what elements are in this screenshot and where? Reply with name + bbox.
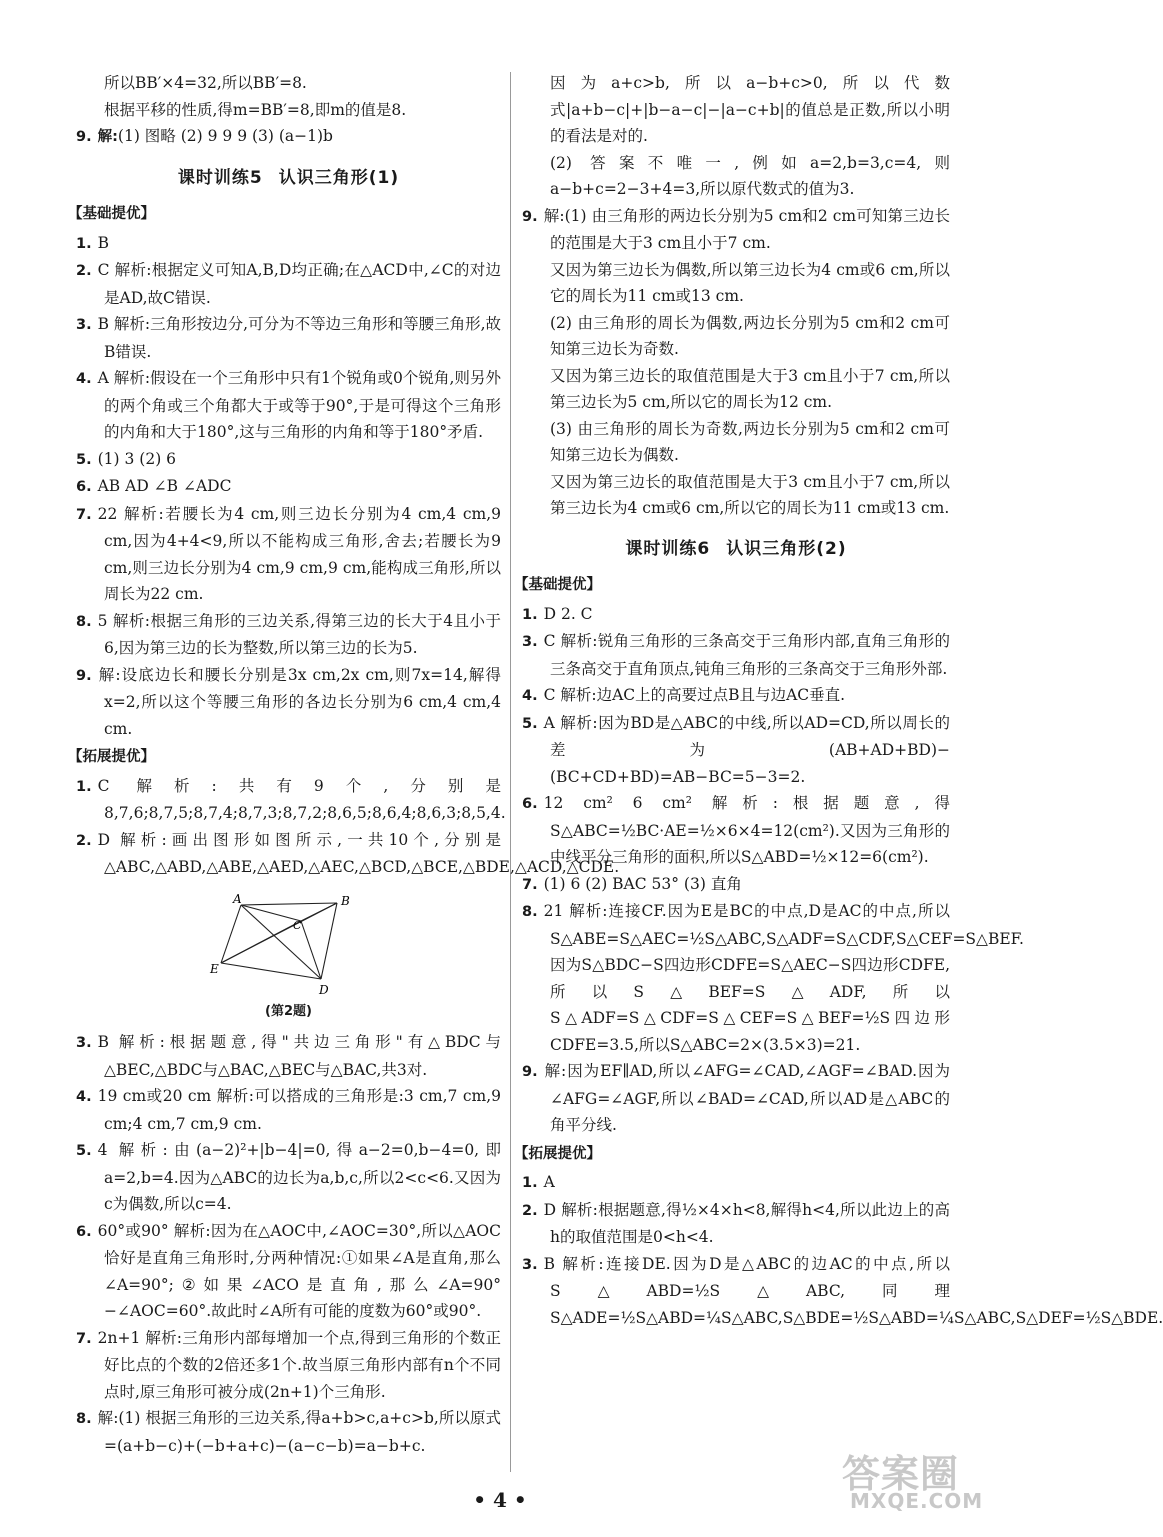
extension-heading: 【拓展提优】 <box>68 749 155 765</box>
answer-item <box>522 601 950 629</box>
item-text: C 解析:根据定义可知A,B,D均正确;在△ACD中,∠C的对边是AD,故C错误. <box>97 261 501 307</box>
item-number: 3. <box>76 1035 92 1051</box>
basic-items <box>522 601 1024 1139</box>
item-text: 21 解析:连接CF.因为E是BC的中点,D是AC的中点,所以S△ABE=S△AEC=½S△ABC,S△ADF=S△CDF,S△CEF=S△BEF.因为S△BDC−S四边形CDFE=S△AEC−S四边形CDFE,所以S△BEF=S△ADF,所以S△ADF=S△CDF=S△CEF=S△BEF=½S四边形CDFE=3.5,所以S△ABC=2×(3.5×3)=21. <box>543 902 1024 1054</box>
item-number: 7. <box>522 876 538 893</box>
item-number: 3. <box>522 1256 538 1273</box>
answer-item <box>522 790 950 871</box>
watermark-logo <box>842 1443 982 1523</box>
vertex-label-b: B <box>340 893 350 908</box>
item-number: 7. <box>76 506 92 523</box>
vertex-label-c: C <box>292 918 301 932</box>
answer-item <box>522 871 950 899</box>
extension-items-a <box>76 773 620 881</box>
item-9-continuation <box>522 257 950 522</box>
item-text: 60°或90° 解析:因为在△AOC中,∠AOC=30°,所以△AOC恰好是直角三角形时,分两种情况:①如果∠A是直角,那么∠A=90°;②如果∠ACO是直角,那么∠A=90°−∠AOC=60°.故此时∠A所有可能的度数为60°或90°. <box>97 1221 501 1320</box>
item-number: 4. <box>76 371 92 387</box>
vertex-label-e: E <box>209 961 219 976</box>
figure-problem-2 <box>76 891 501 1026</box>
page-number: • 4 • <box>473 1488 527 1512</box>
answer-item <box>76 365 501 446</box>
section-subtitle-text: 认识三角形(1) <box>278 167 400 188</box>
answer-item <box>76 1325 501 1406</box>
item-number: 3. <box>76 317 92 333</box>
item-text: (1) 6 (2) BAC 53° (3) 直角 <box>543 874 742 893</box>
item-number: 6. <box>76 479 92 495</box>
item-text: B <box>97 233 109 252</box>
item-text: 解:(1) 根据三角形的三边关系,得a+b>c,a+c>b,所以原式=(a+b−c)+(−b+a+c)−(a−c−b)=a−b+c. <box>97 1409 501 1455</box>
answer-item <box>522 1058 950 1139</box>
item-number: 3. <box>522 634 538 650</box>
item-text: 5 解析:根据三角形的三边关系,得第三边的长大于4且小于6,因为第三边的长为整数,所以第三边的长为5. <box>97 611 501 657</box>
section-title-text: 课时训练6 <box>625 538 711 559</box>
answer-item <box>522 682 950 710</box>
item-text: D 2. C <box>543 604 593 623</box>
basic-heading: 【基础提优】 <box>68 206 155 222</box>
item-text: B 解析:根据题意,得"共边三角形"有△BDC与△BEC,△BDC与△BAC,△BEC与△BAC,共3对. <box>97 1033 501 1079</box>
item-text: C 解析:边AC上的高要过点B且与边AC垂直. <box>543 686 846 704</box>
item-number: 8. <box>76 613 92 630</box>
answer-item <box>76 257 501 311</box>
section-6-title <box>522 536 950 563</box>
section-subtitle-text: 认识三角形(2) <box>726 538 847 559</box>
item-number: 9. <box>76 129 92 145</box>
answer-item <box>522 1251 1163 1332</box>
item-text: B 解析:连接DE.因为D是△ABC的边AC的中点,所以S△ABD=½S△ABC,同理S△ADE=½S△ABD=¼S△ABC,S△BDE=½S△ABD=¼S△ABC,S△DEF=½S△BDE. <box>543 1254 1163 1327</box>
item-label: 解: <box>97 129 118 145</box>
item-text: 解:因为EF∥AD,所以∠AFG=∠CAD,∠AGF=∠BAD.因为∠AFG=∠AGF,所以∠BAD=∠CAD,所以AD是△ABC的角平分线. <box>543 1062 950 1134</box>
vertex-label-a: A <box>232 891 242 906</box>
item-number: 1. <box>522 606 538 623</box>
extension-items <box>522 1169 1163 1331</box>
answer-item <box>522 1197 950 1251</box>
answer-item <box>522 898 1024 1058</box>
answer-item <box>76 501 501 608</box>
basic-heading: 【基础提优】 <box>514 577 601 593</box>
continued-line: (2) 答案不唯一,例如a=2,b=3,c=4,则a−b+c=2−3+4=3,所以原代数式的值为3. <box>550 153 950 198</box>
section-title-text: 课时训练5 <box>177 167 263 188</box>
answer-item <box>76 773 506 827</box>
item-number: 1. <box>522 1175 538 1191</box>
item-number: 7. <box>76 1330 92 1347</box>
item-text: C 解析:锐角三角形的三条高交于三角形内部,直角三角形的三条高交于直角顶点,钝角三角形的三条高交于三角形外部. <box>543 632 950 678</box>
answer-item <box>76 1218 501 1325</box>
item-text: (1) 3 (2) 6 <box>97 449 177 468</box>
item-number: 5. <box>76 451 92 468</box>
item-number: 2. <box>76 832 92 849</box>
item-text: A 解析:因为BD是△ABC的中线,所以AD=CD,所以周长的差为(AB+AD+BD)−(BC+CD+BD)=AB−BC=5−3=2. <box>543 713 950 786</box>
answer-item <box>76 446 501 474</box>
item-text: A 解析:假设在一个三角形中只有1个锐角或0个锐角,则另外的两个角或三个角都大于或等于90°,于是可得这个三角形的内角和大于180°,这与三角形的内角和等于180°矛盾. <box>97 369 501 441</box>
item-text: (1) 图略 (2) 9 9 9 (3) (a−1)b <box>117 127 333 145</box>
answer-item <box>76 1405 501 1459</box>
quadrilateral-diagram <box>209 891 369 1001</box>
item-text: B 解析:三角形按边分,可分为不等边三角形和等腰三角形,故B错误. <box>97 315 502 361</box>
answer-item <box>76 1083 501 1137</box>
item-number: 4. <box>522 688 538 704</box>
item-number: 6. <box>522 796 538 812</box>
answer-item <box>522 710 950 791</box>
item-number: 4. <box>76 1089 92 1105</box>
vertex-label-d: D <box>318 982 329 997</box>
answer-item <box>76 608 501 662</box>
intro-line: 根据平移的性质,得m=BB′=8,即m的值是8. <box>104 100 407 119</box>
item-number: 5. <box>522 715 538 732</box>
continued-line: 因为a+c>b,所以a−b+c>0,所以代数式|a+b−c|+|b−a−c|−|a−c+b|的值总是正数,所以小明的看法是对的. <box>550 74 950 145</box>
item-text: 4 解析:由(a−2)²+|b−4|=0,得a−2=0,b−4=0,即a=2,b=4.因为△ABC的边长为a,b,c,所以2<c<6.又因为c为偶数,所以c=4. <box>97 1141 501 1213</box>
item-text: A <box>543 1173 555 1191</box>
answer-item <box>76 1029 501 1083</box>
watermark-text: 答案圈 <box>842 1452 960 1496</box>
continued-line: 又因为第三边长为偶数,所以第三边长为4 cm或6 cm,所以它的周长为11 cm或13 cm. <box>550 260 950 305</box>
right-column <box>514 70 1163 1331</box>
answer-item <box>76 473 501 501</box>
item-number: 2. <box>76 263 92 279</box>
answer-item <box>76 662 501 743</box>
item-number: 8. <box>522 904 538 920</box>
item-text: AB AD ∠B ∠ADC <box>97 477 232 495</box>
item-text: 解:(1) 由三角形的两边长分别为5 cm和2 cm可知第三边长的范围是大于3 cm且小于7 cm. <box>543 206 950 252</box>
item-number: 9. <box>76 667 92 684</box>
item-number: 8. <box>76 1411 92 1427</box>
item-text: 2n+1 解析:三角形内部每增加一个点,得到三角形的个数正好比点的个数的2倍还多1个.故当原三角形内部有n个不同点时,原三角形可被分成(2n+1)个三角形. <box>97 1328 501 1401</box>
continued-line: 又因为第三边长的取值范围是大于3 cm且小于7 cm,所以第三边长为4 cm或6 cm,所以它的周长为11 cm或13 cm. <box>550 472 950 517</box>
extension-items-b <box>76 1029 501 1459</box>
item-text: 19 cm或20 cm 解析:可以搭成的三角形是:3 cm,7 cm,9 cm;4 cm,7 cm,9 cm. <box>97 1087 501 1133</box>
intro-line: 所以BB′×4=32,所以BB′=8. <box>104 74 307 92</box>
answer-item <box>76 230 501 258</box>
item-number: 6. <box>76 1223 92 1240</box>
answer-item <box>76 311 501 365</box>
watermark-url: MXQE.COM <box>850 1489 984 1513</box>
item-text: C 解析:共有9个,分别是8,7,6;8,7,5;8,7,4;8,7,3;8,7,2;8,6,5;8,6,4;8,6,3;8,5,4. <box>97 776 506 822</box>
answer-item <box>522 1169 950 1197</box>
item-text: 12 cm² 6 cm² 解析:根据题意,得S△ABC=½BC·AE=½×6×4=12(cm²).又因为三角形的中线平分三角形的面积,所以S△ABD=½×12=6(cm²). <box>543 794 950 866</box>
item-number: 9. <box>522 1064 538 1080</box>
continued-line: (3) 由三角形的周长为奇数,两边长分别为5 cm和2 cm可知第三边长为偶数. <box>550 419 950 464</box>
basic-items <box>76 230 501 743</box>
figure-caption: (第2题) <box>265 1003 312 1019</box>
answer-item <box>76 827 620 881</box>
intro-item-9 <box>76 123 501 151</box>
item-text: D 解析:画出图形如图所示,一共10个,分别是△ABC,△ABD,△ABE,△AED,△AEC,△BCD,△BCE,△BDE,△ACD,△CDE. <box>97 830 620 876</box>
column-divider <box>510 72 511 1472</box>
continued-line: (2) 由三角形的周长为偶数,两边长分别为5 cm和2 cm可知第三边长为奇数. <box>550 313 950 358</box>
item-number: 9. <box>522 208 538 225</box>
answer-item <box>522 628 950 682</box>
continued-line: 又因为第三边长的取值范围是大于3 cm且小于7 cm,所以第三边长为5 cm,所以它的周长为12 cm. <box>550 366 950 411</box>
answer-item-9 <box>522 203 950 257</box>
item-text: 解:设底边长和腰长分别是3x cm,2x cm,则7x=14,解得x=2,所以这个等腰三角形的各边长分别为6 cm,4 cm,4 cm. <box>97 665 501 738</box>
item-number: 5. <box>76 1143 92 1159</box>
item-number: 1. <box>76 235 92 252</box>
answer-item <box>76 1137 501 1218</box>
item-number: 1. <box>76 778 92 795</box>
extension-heading: 【拓展提优】 <box>514 1145 601 1162</box>
item-text: D 解析:根据题意,得½×4×h<8,解得h<4,所以此边上的高h的取值范围是0<h<4. <box>543 1200 950 1246</box>
section-5-title <box>76 165 501 192</box>
item-text: 22 解析:若腰长为4 cm,则三边长分别为4 cm,4 cm,9 cm,因为4+4<9,所以不能构成三角形,舍去;若腰长为9 cm,则三边长分别为4 cm,9 cm,9 cm,能构成三角形,所以周长为22 cm. <box>97 504 501 603</box>
item-number: 2. <box>522 1202 538 1219</box>
